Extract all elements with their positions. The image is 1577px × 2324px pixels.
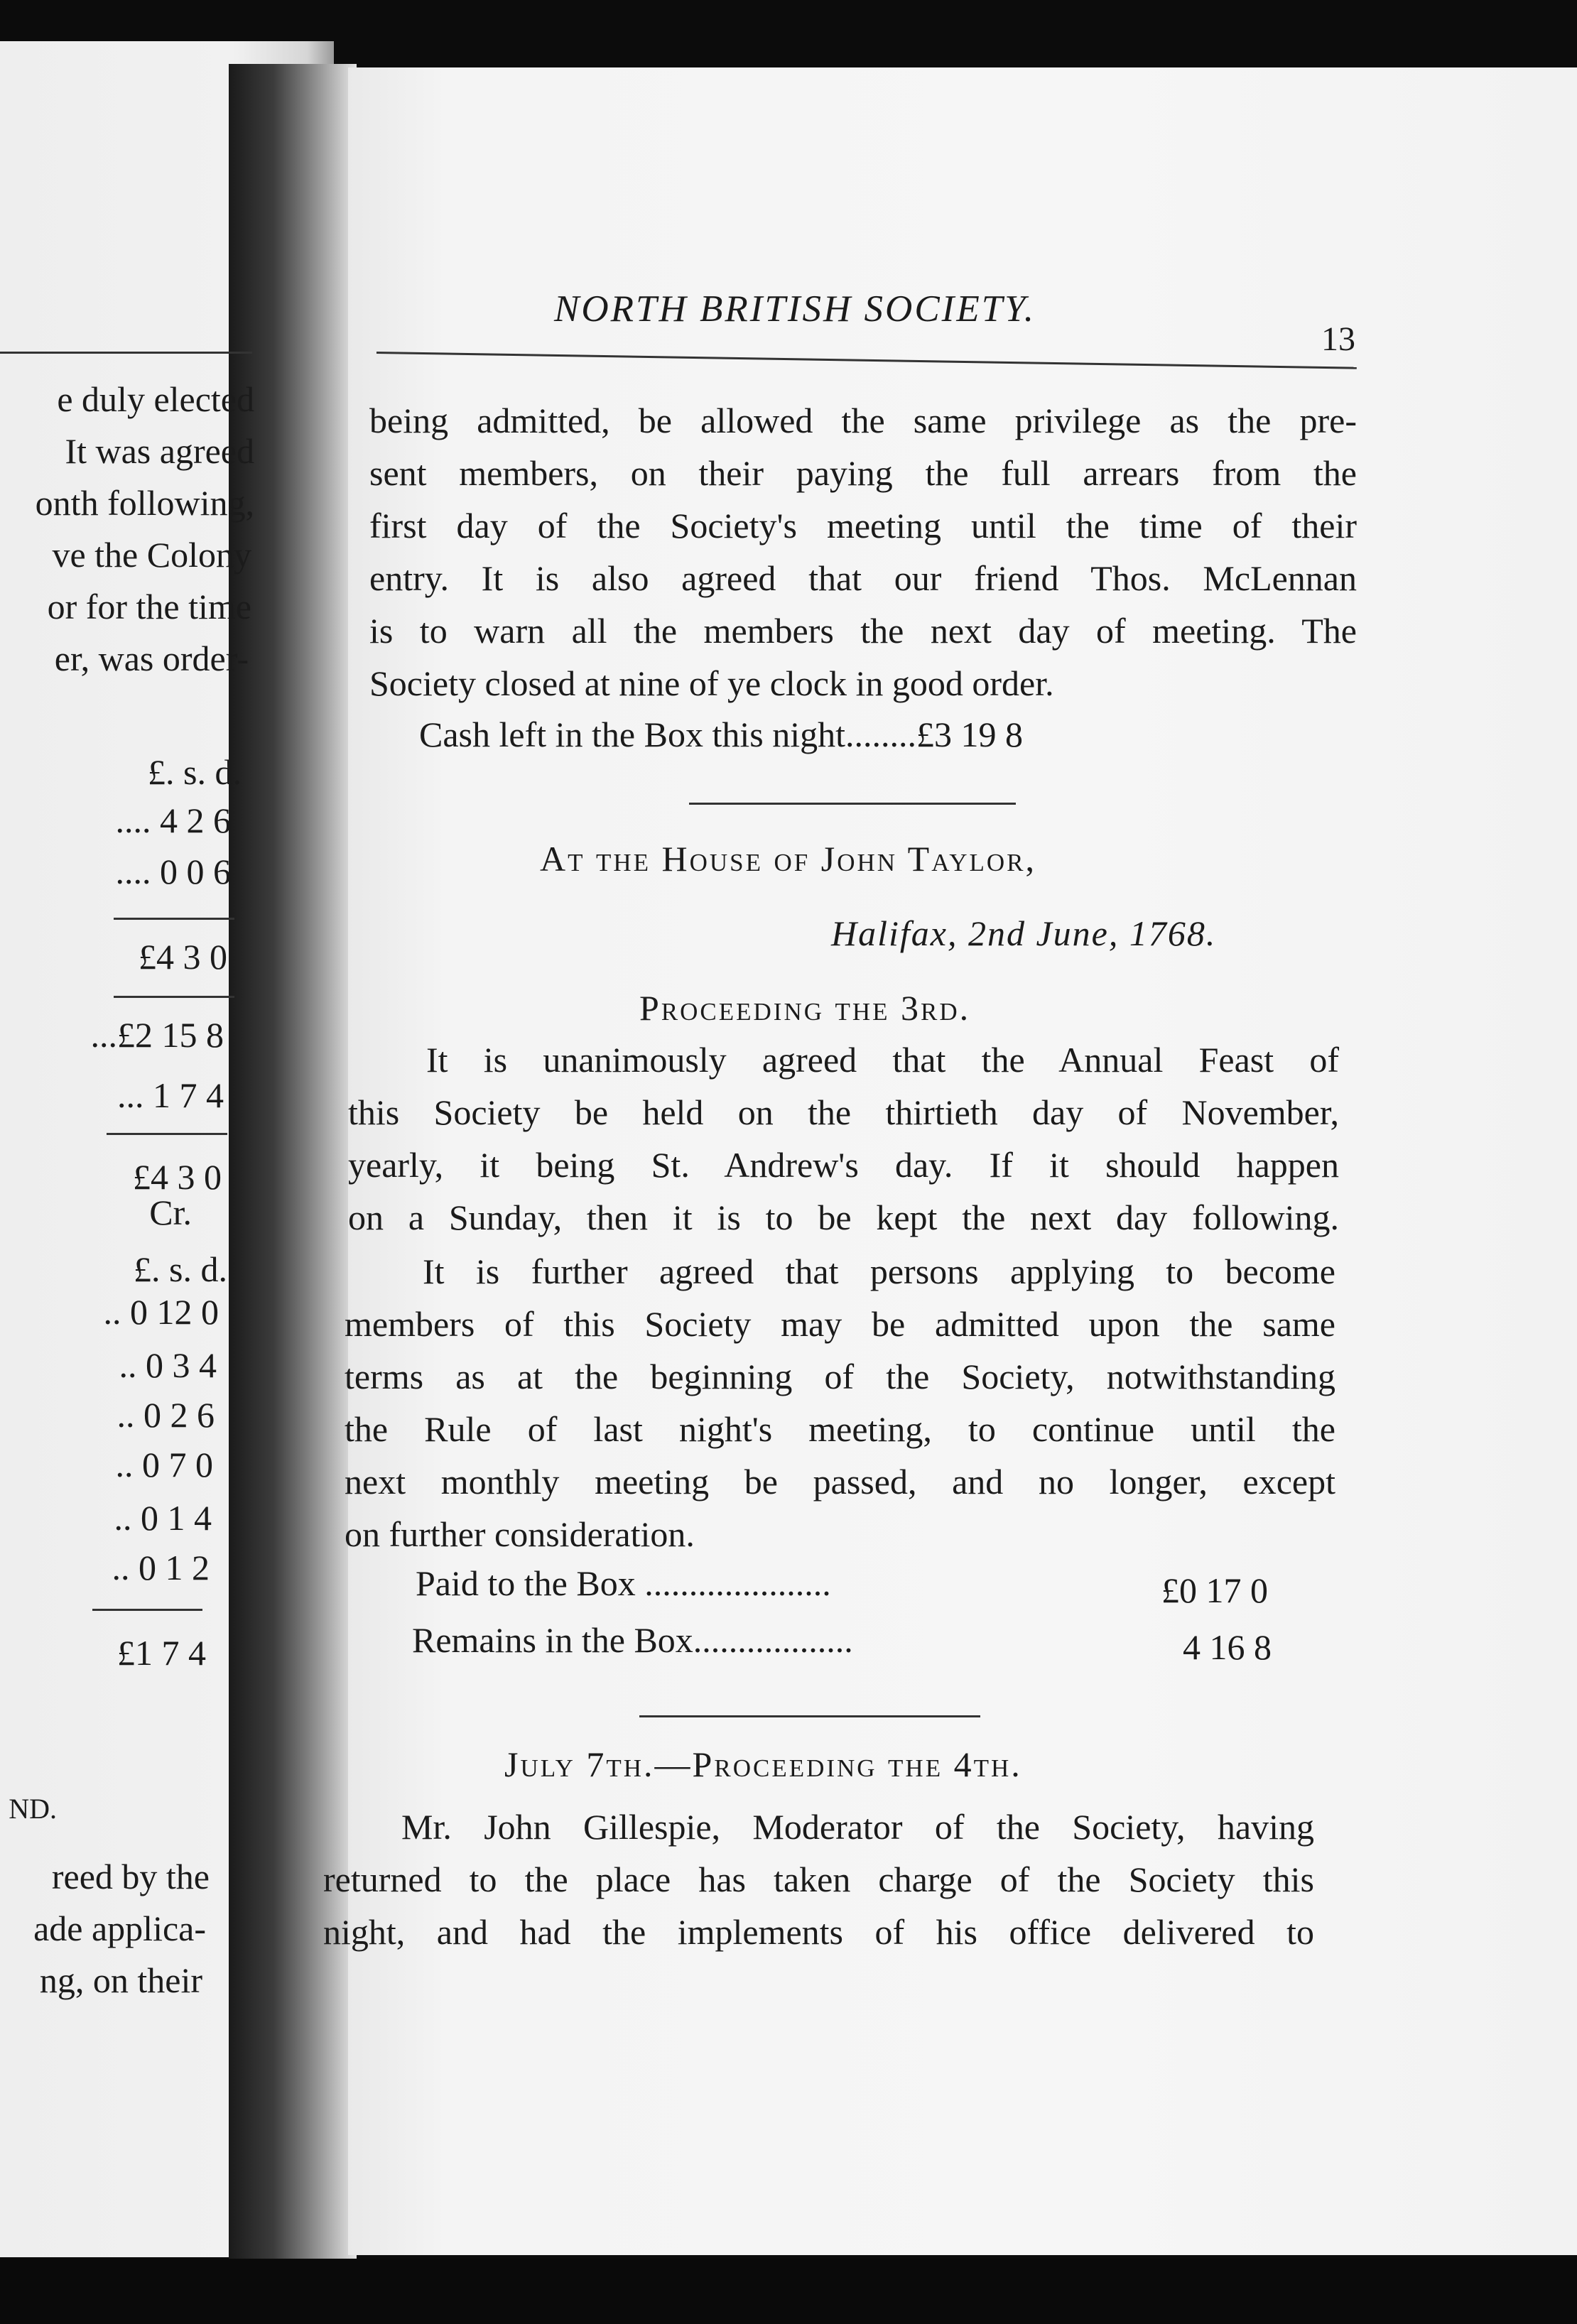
text-line: Mr. John Gillespie, Moderator of the Society, having [401,1807,1314,1847]
cash-line: Cash left in the Box this night........£3 19 8 [419,715,1023,754]
paragraph [369,394,1357,710]
text-line: Society closed at nine of ye clock in good order. [369,663,1054,703]
left-line: ND. [9,1793,57,1825]
paragraph [348,1033,1339,1244]
account-row: .. 0 1 2 [112,1548,210,1587]
text-line: the Rule of last night's meeting, to continue until the [345,1409,1335,1449]
remains-value: 4 16 8 [1183,1627,1272,1667]
text-line: on further consideration. [345,1514,695,1554]
account-row: .. 0 3 4 [119,1345,217,1385]
text-line: sent members, on their paying the full arrears from the [369,453,1357,493]
running-head: NORTH BRITISH SOCIETY. [554,288,1036,330]
account-row: ... 1 7 4 [117,1075,224,1115]
section-rule [639,1715,980,1717]
left-line: or for the time [47,587,251,626]
account-total: £1 7 4 [117,1633,206,1673]
text-line: being admitted, be allowed the same privilege as the pre- [369,401,1357,440]
account-row: .... 4 2 6 [115,800,231,840]
paid-value: £0 17 0 [1161,1570,1268,1610]
text-line: members of this Society may be admitted upon the same [345,1304,1335,1344]
section-heading: July 7th.—Proceeding the 4th. [504,1744,1022,1784]
left-line: reed by the [51,1857,210,1896]
text-line: yearly, it being St. Andrew's day. If it should happen [348,1145,1339,1185]
text-line: It is further agreed that persons applying to become [423,1251,1335,1291]
account-row: ...£2 15 8 [90,1015,224,1055]
dateline: Halifax, 2nd June, 1768. [831,913,1217,953]
account-rule [107,1133,227,1135]
text-line: returned to the place has taken charge of the Society this [323,1859,1314,1899]
page-number: 13 [1321,320,1355,358]
paragraph [323,1801,1314,1958]
account-row: .... 0 0 6 [115,852,231,891]
remains-label: Remains in the Box.................. [412,1620,853,1660]
left-line: ng, on their [39,1960,202,2000]
account-header: £. s. d. [134,1249,227,1289]
text-line: on a Sunday, then it is to be kept the next day following. [348,1198,1339,1237]
account-rule [114,996,234,998]
left-line: er, was order- [54,639,249,678]
text-line: It is unanimously agreed that the Annual Feast of [426,1040,1339,1080]
account-row: .. 0 12 0 [103,1292,219,1332]
left-head-rule [0,352,252,354]
account-total: £4 3 0 [133,1157,222,1197]
account-row: .. 0 7 0 [115,1445,213,1484]
text-line: next monthly meeting be passed, and no longer, except [345,1462,1335,1502]
account-total: £4 3 0 [139,937,227,977]
left-line: It was agreed [65,431,254,471]
text-line: first day of the Society's meeting until the time of their [369,506,1357,545]
section-heading: Proceeding the 3rd. [639,988,971,1028]
section-rule [689,803,1016,805]
text-line: is to warn all the members the next day of meeting. The [369,611,1357,651]
text-line: night, and had the implements of his office delivered to [323,1912,1314,1952]
text-line: this Society be held on the thirtieth day of November, [348,1092,1339,1132]
account-rule [92,1609,202,1611]
text-line: entry. It is also agreed that our friend Thos. McLennan [369,558,1357,598]
left-line: e duly elected [57,379,254,419]
account-header: £. s. d. [148,752,242,792]
scan-border [0,2259,1577,2324]
left-line: ade applica- [33,1908,206,1948]
account-rule [114,918,234,920]
left-line: onth following, [35,483,254,523]
account-row: .. 0 2 6 [116,1395,215,1435]
cr-label: Cr. [149,1193,192,1232]
account-row: .. 0 1 4 [114,1498,212,1538]
left-line: ve the Colony [52,535,251,575]
paragraph [345,1245,1335,1560]
text-line: terms as at the beginning of the Society, notwithstanding [345,1357,1335,1396]
section-heading: At the House of John Taylor, [540,839,1037,879]
paid-label: Paid to the Box ..................... [416,1563,831,1603]
